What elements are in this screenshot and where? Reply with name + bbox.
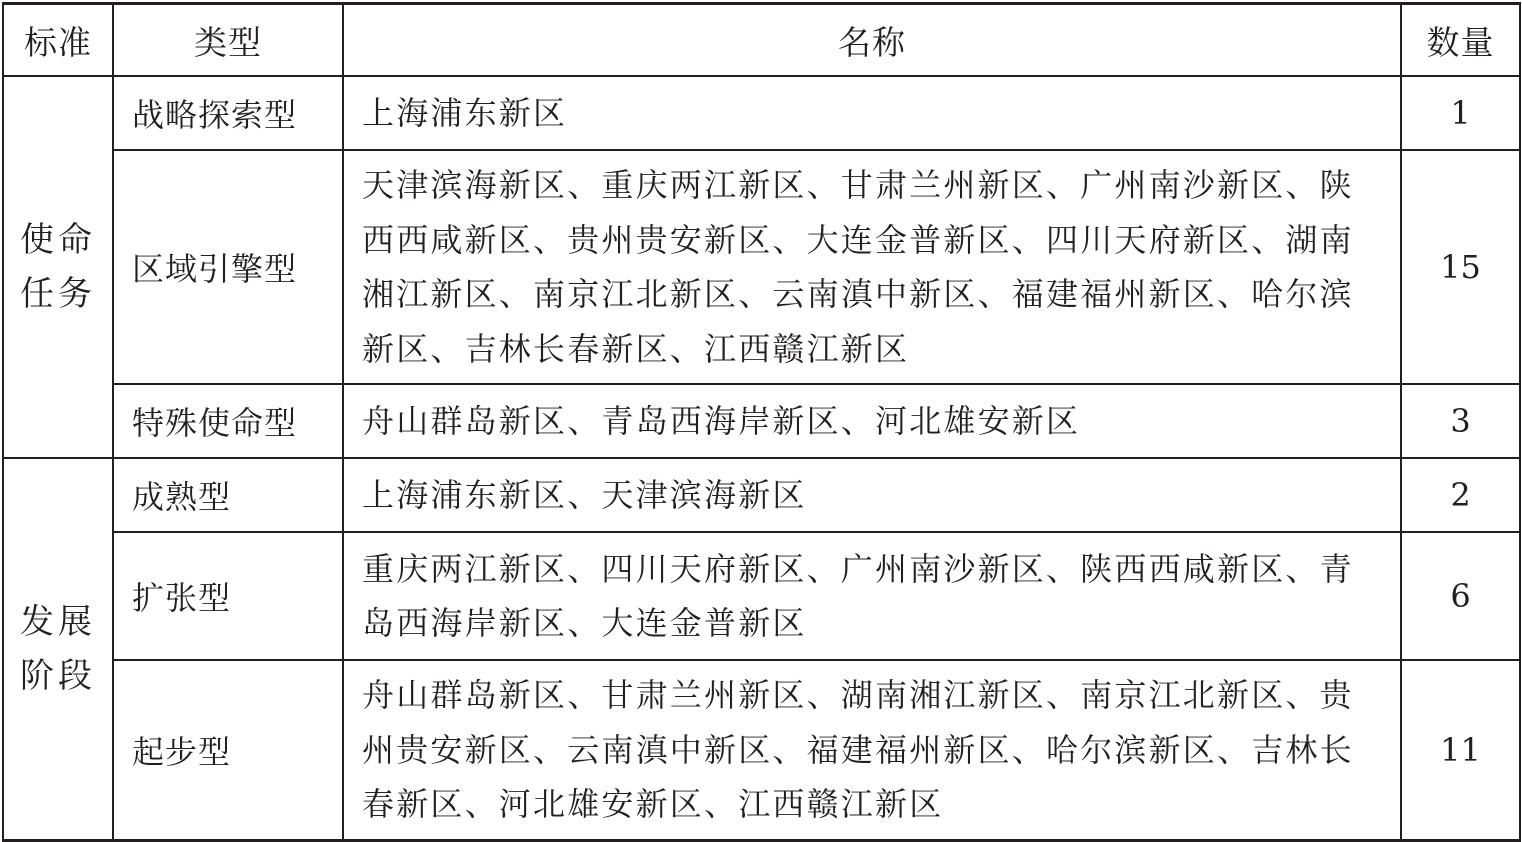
count-cell: 11 <box>1401 660 1520 840</box>
type-cell: 区域引擎型 <box>113 150 343 384</box>
type-cell: 扩张型 <box>113 532 343 660</box>
count-cell: 3 <box>1401 384 1520 458</box>
header-standard: 标准 <box>3 4 113 77</box>
table-row <box>3 532 1520 660</box>
type-cell: 成熟型 <box>113 458 343 532</box>
header-type: 类型 <box>113 4 343 77</box>
standard-cell-mission: 使命任务 <box>3 76 113 458</box>
name-cell: 舟山群岛新区、甘肃兰州新区、湖南湘江新区、南京江北新区、贵州贵安新区、云南滇中新区、福建福州新区、哈尔滨新区、吉林长春新区、河北雄安新区、江西赣江新区 <box>343 660 1401 840</box>
count-cell: 2 <box>1401 458 1520 532</box>
table-row <box>3 660 1520 840</box>
table-row <box>3 76 1520 150</box>
table-row <box>3 150 1520 384</box>
table-row <box>3 384 1520 458</box>
type-cell: 起步型 <box>113 660 343 840</box>
table-header-row <box>3 4 1520 77</box>
table-row <box>3 458 1520 532</box>
type-cell: 特殊使命型 <box>113 384 343 458</box>
header-count: 数量 <box>1401 4 1520 77</box>
count-cell: 15 <box>1401 150 1520 384</box>
standard-cell-development: 发展阶段 <box>3 458 113 840</box>
name-cell: 天津滨海新区、重庆两江新区、甘肃兰州新区、广州南沙新区、陕西西咸新区、贵州贵安新区、大连金普新区、四川天府新区、湖南湘江新区、南京江北新区、云南滇中新区、福建福州新区、哈尔滨新区、吉林长春新区、江西赣江新区 <box>343 150 1401 384</box>
name-cell: 重庆两江新区、四川天府新区、广州南沙新区、陕西西咸新区、青岛西海岸新区、大连金普新区 <box>343 532 1401 660</box>
count-cell: 6 <box>1401 532 1520 660</box>
name-cell: 上海浦东新区、天津滨海新区 <box>343 458 1401 532</box>
count-cell: 1 <box>1401 76 1520 150</box>
header-name: 名称 <box>343 4 1401 77</box>
name-cell: 上海浦东新区 <box>343 76 1401 150</box>
type-cell: 战略探索型 <box>113 76 343 150</box>
name-cell: 舟山群岛新区、青岛西海岸新区、河北雄安新区 <box>343 384 1401 458</box>
new-area-classification-table <box>2 2 1521 842</box>
